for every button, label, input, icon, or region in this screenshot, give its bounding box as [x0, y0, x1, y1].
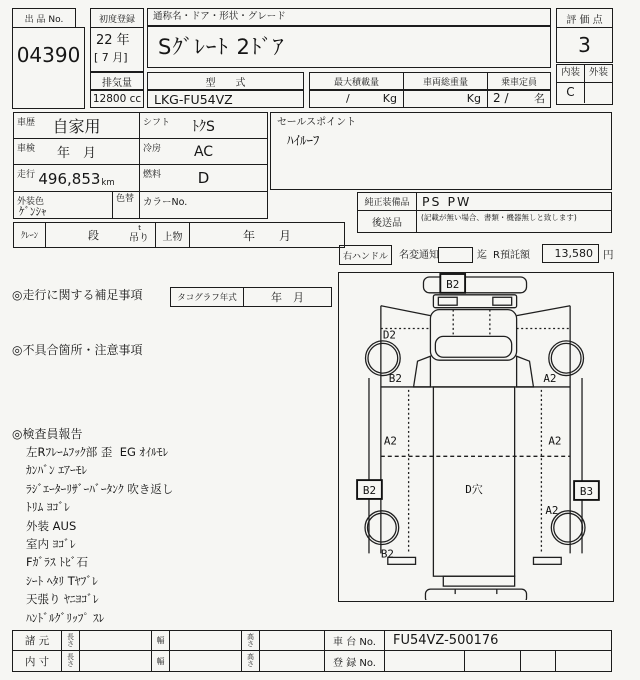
grade-box — [556, 64, 613, 105]
body-type-label-text: 上物 — [162, 231, 183, 243]
body-type-value-text: 年 月 — [242, 228, 291, 243]
fuel-value: D — [197, 169, 210, 187]
spec-length-value — [79, 630, 152, 651]
model-label-text: 型 式 — [205, 77, 246, 89]
inner-row-label-cell — [12, 650, 62, 672]
displacement-label — [90, 72, 144, 90]
body-type-value — [189, 222, 345, 248]
color-label: 外装色 — [17, 197, 45, 207]
gvw-unit: Kg — [466, 92, 481, 105]
inner-length-value — [79, 650, 152, 672]
shaken-value: 年 月 — [56, 146, 96, 161]
interior-grade-text: C — [566, 85, 575, 100]
tacho-value — [243, 287, 332, 307]
front-b2-label: B2 — [446, 277, 460, 291]
inner-width-label-cell — [151, 650, 170, 672]
report-line: ﾄﾘﾑ ﾖｺﾞﾚ — [26, 500, 70, 515]
first-reg-year: 22 年 — [96, 33, 130, 48]
cab-left-b2-label: B2 — [388, 372, 402, 385]
mileage-note-heading: ◎走行に関する補足事項 — [12, 288, 143, 302]
front-left-wheel — [368, 343, 398, 373]
shaken-cell — [13, 138, 140, 165]
yen-label: 円 — [603, 249, 614, 261]
interior-grade — [557, 83, 585, 103]
made-label: 迄 — [477, 250, 487, 261]
deposit-value: 13,580 — [554, 247, 593, 260]
lot-no-value: 04390 — [16, 43, 81, 67]
later-items-label-text: 後送品 — [372, 218, 402, 229]
report-line: 外装 AUS — [26, 518, 77, 533]
front-right-wheel-ring — [549, 341, 584, 376]
inner-height-label-cell — [241, 650, 260, 672]
crane-spec-cell — [45, 222, 156, 248]
deposit-value-box — [542, 244, 599, 263]
rear-right-a2-label: A2 — [545, 503, 559, 517]
inner-length-label-cell — [61, 650, 80, 672]
payload-slash: / — [346, 92, 350, 105]
reg-no-cell-4 — [555, 650, 612, 672]
frame-diagonal-right — [517, 306, 571, 316]
shaken-label: 車検 — [17, 144, 36, 154]
oem-equip-value-box — [416, 192, 612, 211]
spec-height-value — [259, 630, 325, 651]
model-value: LKG-FU54VZ — [154, 92, 233, 107]
oem-equip-value: PS PW — [422, 194, 472, 209]
color-value: ｹﾞﾝｼｬ — [19, 205, 47, 218]
chassis-no-value-box — [384, 630, 612, 651]
interior-label — [557, 65, 585, 83]
later-items-note-box — [416, 210, 612, 233]
rhd-badge-text: 右ハンドル — [342, 251, 388, 262]
color-no-cell — [139, 191, 268, 219]
repaint-cell — [112, 191, 140, 219]
history-cell — [13, 112, 140, 139]
lot-no-box — [12, 27, 85, 109]
capacity-unit: 名 — [534, 92, 545, 105]
spec-row-label-cell — [12, 630, 62, 651]
reg-no-label — [324, 650, 385, 672]
crane-dan: 段 — [88, 229, 99, 242]
rear-right-wheel-ring — [551, 511, 585, 545]
color-cell — [13, 191, 113, 219]
displacement-label-text: 排気量 — [102, 77, 132, 89]
spec-width-label-cell — [151, 630, 170, 651]
repaint-label: 色替 — [116, 194, 135, 204]
right-marker-light — [493, 297, 512, 305]
spec-length-label-cell — [61, 630, 80, 651]
displacement-value — [90, 90, 144, 108]
fuel-label: 燃料 — [143, 170, 162, 180]
left-marker-light — [438, 297, 457, 305]
defects-heading: ◎不具合箇所・注意事項 — [12, 343, 143, 357]
tacho-value-text: 年 月 — [271, 291, 304, 304]
left-step — [414, 356, 431, 387]
inner-row-label: 内 寸 — [24, 655, 50, 668]
rear-left-wheel-ring — [365, 511, 399, 545]
payload-value-box — [309, 90, 404, 108]
windshield — [435, 336, 511, 357]
shift-label: シフト — [143, 118, 171, 128]
spec-height-label: 高さ — [247, 632, 254, 648]
front-left-wheel-ring — [366, 341, 401, 376]
tacho-label-text: タコグラフ年式 — [177, 293, 237, 303]
shift-value: ﾄｸS — [192, 118, 215, 135]
spec-row-label: 諸 元 — [24, 635, 50, 647]
history-value: 自家用 — [52, 117, 101, 136]
payload-label-text: 最大積載量 — [333, 77, 379, 88]
reg-no-label-text: 登 録 No. — [333, 657, 376, 669]
gvw-value-box — [403, 90, 488, 108]
name-change-label: 名変通知 — [399, 250, 439, 261]
chassis-no-label — [324, 630, 385, 651]
reg-no-cell-2 — [464, 650, 521, 672]
first-reg-box — [90, 27, 144, 72]
name-value: Sｸﾞﾚｰﾄ 2ﾄﾞｱ — [158, 35, 285, 59]
crane-label-text: ｸﾚｰﾝ — [20, 231, 38, 241]
history-label: 車歴 — [17, 118, 36, 128]
later-items-label — [357, 210, 417, 233]
ac-value: AC — [193, 143, 214, 160]
crane-t: t — [138, 224, 141, 232]
ac-cell — [139, 138, 268, 165]
oem-equip-label-text: 純正装備品 — [364, 198, 410, 208]
payload-unit: Kg — [382, 92, 397, 105]
deposit-label: R預託額 — [493, 250, 530, 261]
side-b2-label: B2 — [362, 483, 377, 497]
color-no-label: カラーNo. — [143, 197, 188, 208]
sales-point-box — [270, 112, 612, 190]
right-step — [517, 356, 534, 387]
report-line: ｶﾝﾊﾞﾝ ｴｱｰﾓﾚ — [26, 463, 88, 478]
crane-tsuri: 吊り — [129, 233, 149, 244]
name-value-box — [147, 26, 551, 68]
capacity-value-box — [487, 90, 551, 108]
reg-no-cell-1 — [384, 650, 465, 672]
capacity-label-text: 乗車定員 — [500, 77, 537, 88]
inner-width-value — [169, 650, 242, 672]
front-bumper — [423, 277, 526, 293]
exterior-grade — [585, 83, 612, 103]
name-change-field — [438, 247, 473, 263]
right-mudflap — [533, 557, 561, 564]
report-line: ﾗｼﾞｴｰﾀｰﾘｻﾞｰﾊﾞｰﾀﾝｸ 吹き返し — [26, 481, 174, 496]
score-label — [556, 8, 613, 28]
front-right-wheel — [551, 343, 581, 373]
exterior-label — [585, 65, 612, 83]
spec-length-label: 長さ — [67, 632, 74, 648]
oem-equip-label — [357, 192, 417, 211]
reg-no-cell-3 — [520, 650, 556, 672]
rear-bumper — [425, 589, 526, 600]
name-label-box — [147, 8, 551, 26]
bed-hole-label: D穴 — [465, 482, 483, 496]
inner-length-label: 長さ — [67, 653, 74, 668]
ac-label: 冷房 — [143, 144, 162, 154]
later-items-note: (記載が無い場合、書類・機器無しと致します) — [421, 213, 577, 222]
score-value — [556, 27, 613, 63]
report-line: ｼｰﾄ ﾍﾀﾘ Tﾔﾌﾞﾚ — [26, 573, 98, 588]
spec-height-label-cell — [241, 630, 260, 651]
lot-no-label — [12, 8, 76, 28]
report-line: 天張り ﾔﾆﾖｺﾞﾚ — [26, 592, 99, 607]
crane-label — [13, 222, 46, 248]
displacement-value-text: 12800 cc — [92, 93, 142, 105]
damage-diagram — [338, 272, 614, 602]
spec-width-label: 幅 — [156, 636, 165, 645]
report-line: 左Rﾌﾚｰﾑﾌｯｸ部 歪 EG ｵｲﾙﾓﾚ — [26, 445, 169, 459]
name-label: 通称名・ドア・形状・グレード — [153, 11, 286, 22]
mileage-cell — [13, 164, 140, 192]
bed-right-a2-label: A2 — [548, 434, 562, 448]
rhd-badge — [339, 245, 392, 265]
inner-height-value — [259, 650, 325, 672]
lot-no-label-text: 出 品 No. — [24, 14, 64, 25]
inspector-heading: ◎検査員報告 — [12, 427, 83, 441]
fuel-cell — [139, 164, 268, 192]
mileage-label: 走行 — [17, 170, 36, 180]
rear-left-b2-label: B2 — [380, 547, 394, 561]
report-line: Fｶﾞﾗｽ ﾄﾋﾞ石 — [26, 555, 89, 570]
model-label — [147, 72, 304, 90]
capacity-value: 2 / — [493, 91, 509, 105]
rear-left-wheel — [367, 513, 396, 542]
cab-right-a2-label: A2 — [543, 372, 557, 385]
payload-label — [309, 72, 404, 90]
exterior-label-text: 外装 — [588, 67, 608, 79]
first-reg-label — [90, 8, 144, 28]
chassis-no-label-text: 車 台 No. — [333, 637, 376, 648]
cargo-bed — [433, 387, 514, 576]
first-reg-month: [ 7 月] — [94, 51, 128, 64]
first-reg-label-text: 初度登録 — [98, 14, 135, 25]
report-line: 室内 ﾖｺﾞﾚ — [26, 537, 76, 552]
mileage-unit: km — [101, 178, 115, 188]
body-type-label — [155, 222, 190, 248]
interior-label-text: 内装 — [560, 67, 580, 79]
frame-diagonal-left — [381, 306, 431, 316]
score-value-text: 3 — [578, 33, 591, 57]
inner-width-label: 幅 — [156, 656, 165, 666]
inspector-report-lines — [26, 443, 331, 627]
score-label-text: 評 価 点 — [566, 14, 603, 26]
d2-label: D2 — [382, 328, 396, 342]
report-line: ﾊﾝﾄﾞﾙｸﾞﾘｯﾌﾟ ｽﾚ — [26, 610, 105, 625]
side-b3-label: B3 — [579, 484, 594, 498]
sales-point-label: セールスポイント — [277, 117, 357, 128]
spec-width-value — [169, 630, 242, 651]
capacity-label — [487, 72, 551, 90]
inner-height-label: 高さ — [247, 653, 254, 668]
tacho-label — [170, 287, 244, 307]
bed-left-a2-label: A2 — [383, 434, 397, 448]
rear-frame-extension — [443, 576, 514, 586]
chassis-no-value: FU54VZ-500176 — [393, 633, 499, 648]
truck-top-view — [339, 273, 612, 600]
sales-point-value: ﾊｲﾙｰﾌ — [287, 134, 320, 149]
gvw-label — [403, 72, 488, 90]
cab-outline — [430, 310, 516, 361]
gvw-label-text: 車両総重量 — [422, 77, 468, 88]
model-value-box — [147, 90, 304, 108]
shift-cell — [139, 112, 268, 139]
rear-right-wheel — [554, 513, 583, 542]
mileage-value: 496,853 — [38, 170, 101, 188]
